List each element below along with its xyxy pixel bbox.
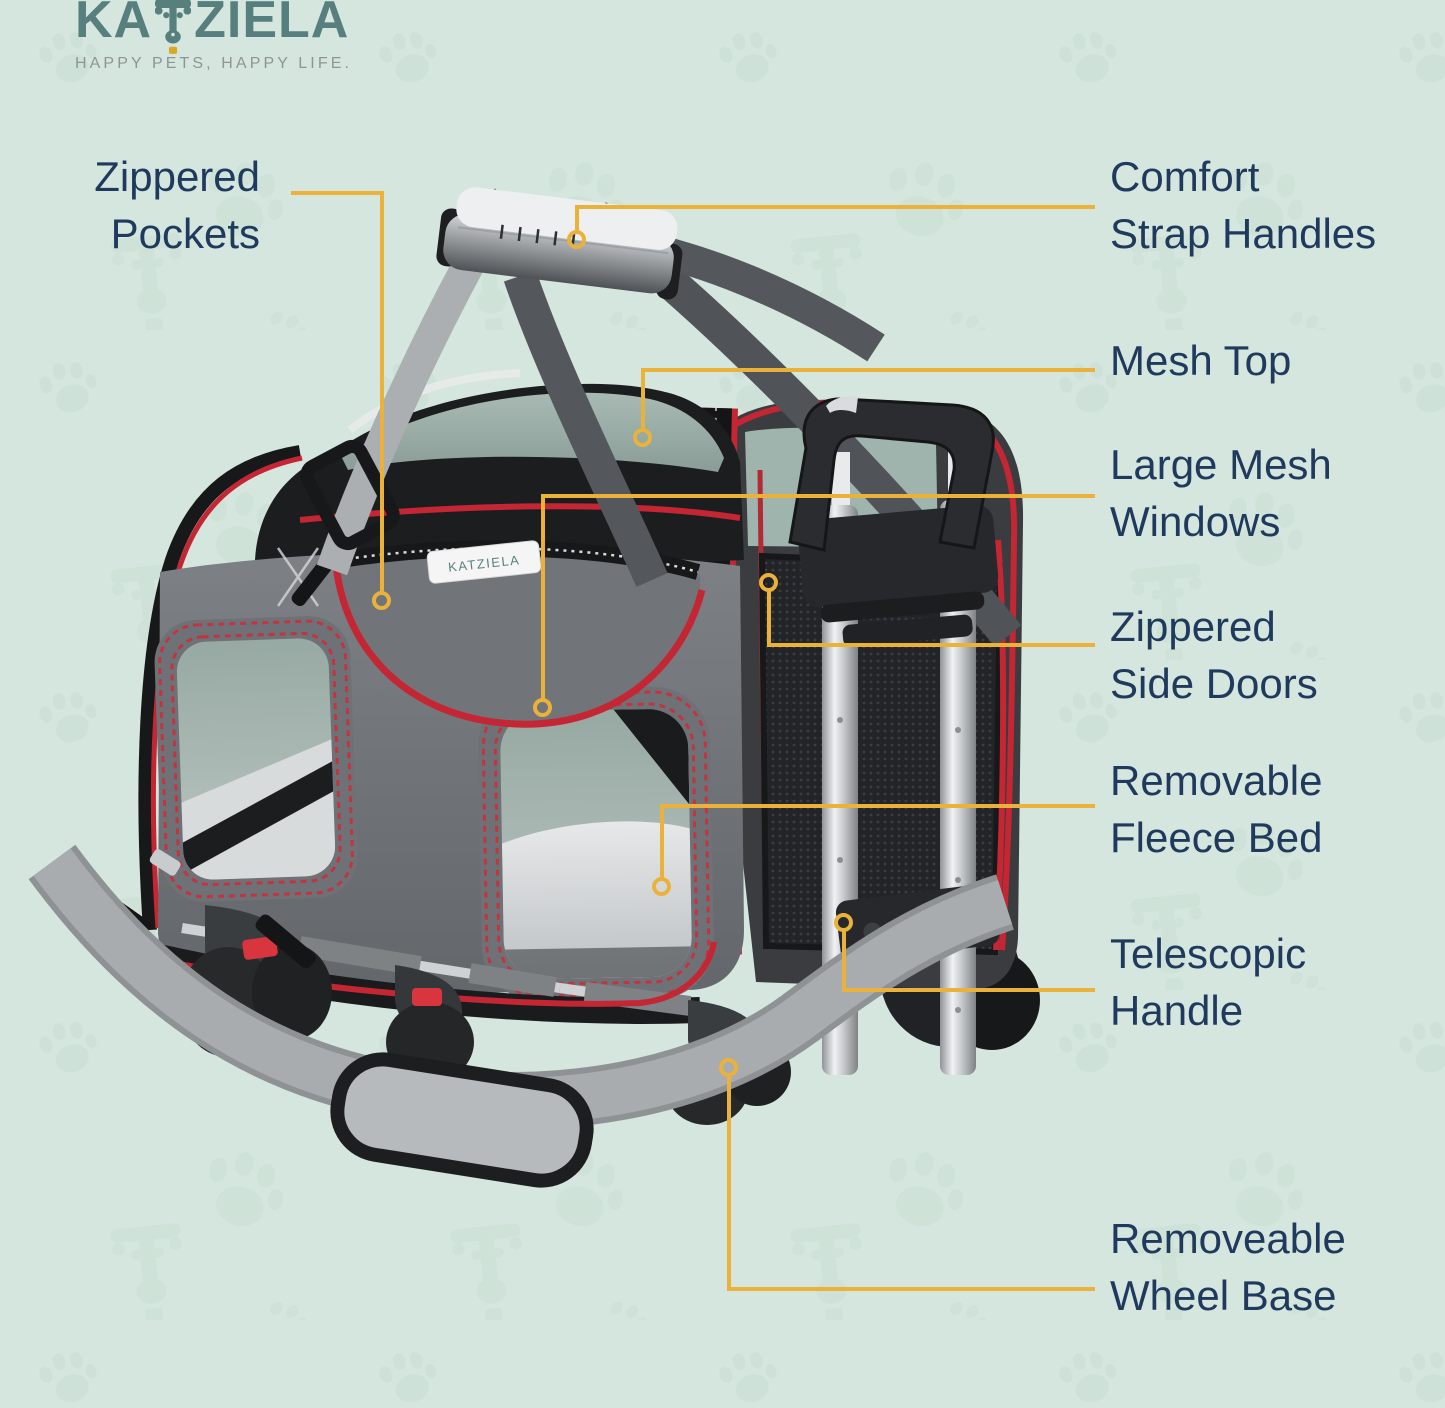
callout-line-large-mesh-windows-h	[541, 494, 1095, 498]
dog-face-t-icon	[155, 0, 191, 56]
callout-line-removable-fleece-bed-v	[660, 806, 664, 879]
left-mesh-window	[153, 615, 359, 904]
feature-label-mesh-top: Mesh Top	[1110, 337, 1292, 384]
callout-line-mesh-top-h	[641, 368, 1095, 372]
right-mesh-window	[477, 686, 714, 1002]
feature-label-removable-fleece-bed: Removable Fleece Bed	[1110, 757, 1323, 861]
callout-line-removeable-wheel-base-h	[727, 1287, 1095, 1291]
callout-line-removable-fleece-bed-h	[660, 804, 1095, 808]
callout-line-zippered-pockets-h	[291, 191, 383, 195]
feature-label-comfort-strap-handles: Comfort Strap Handles	[1110, 153, 1377, 257]
callout-ring-telescopic-handle	[834, 913, 853, 932]
callout-line-zippered-pockets-v	[380, 191, 384, 593]
brand-tagline: HAPPY PETS, HAPPY LIFE.	[75, 55, 353, 72]
callout-ring-comfort-strap-handles	[567, 230, 586, 249]
callout-ring-zippered-pockets	[372, 591, 391, 610]
brand-name-suffix: ZIELA	[194, 0, 350, 49]
callout-ring-zippered-side-doors	[759, 573, 778, 592]
callout-line-removeable-wheel-base-v	[727, 1075, 731, 1291]
callout-line-comfort-strap-handles-h	[575, 205, 1095, 209]
feature-label-telescopic-handle: Telescopic Handle	[1110, 930, 1307, 1034]
feature-label-zippered-pockets: Zippered Pockets	[94, 153, 260, 257]
callout-line-large-mesh-windows-v	[541, 496, 545, 700]
svg-text:KATZIELA: KATZIELA	[447, 552, 521, 575]
callout-line-telescopic-handle-h	[842, 988, 1095, 992]
callout-ring-mesh-top	[633, 428, 652, 447]
callout-line-telescopic-handle-v	[842, 930, 846, 992]
feature-label-zippered-side-doors: Zippered Side Doors	[1110, 603, 1318, 707]
callout-ring-removable-fleece-bed	[652, 877, 671, 896]
feature-label-large-mesh-windows: Large Mesh Windows	[1110, 441, 1332, 545]
callout-line-zippered-side-doors-h	[767, 643, 1095, 647]
callout-line-mesh-top-v	[641, 370, 645, 430]
brand-name-prefix: KA	[75, 0, 153, 49]
callout-ring-removeable-wheel-base	[719, 1058, 738, 1077]
feature-label-removeable-wheel-base: Removeable Wheel Base	[1110, 1215, 1346, 1319]
callout-ring-large-mesh-windows	[533, 698, 552, 717]
callout-line-zippered-side-doors-v	[767, 590, 771, 647]
brand-logo	[75, 0, 352, 73]
